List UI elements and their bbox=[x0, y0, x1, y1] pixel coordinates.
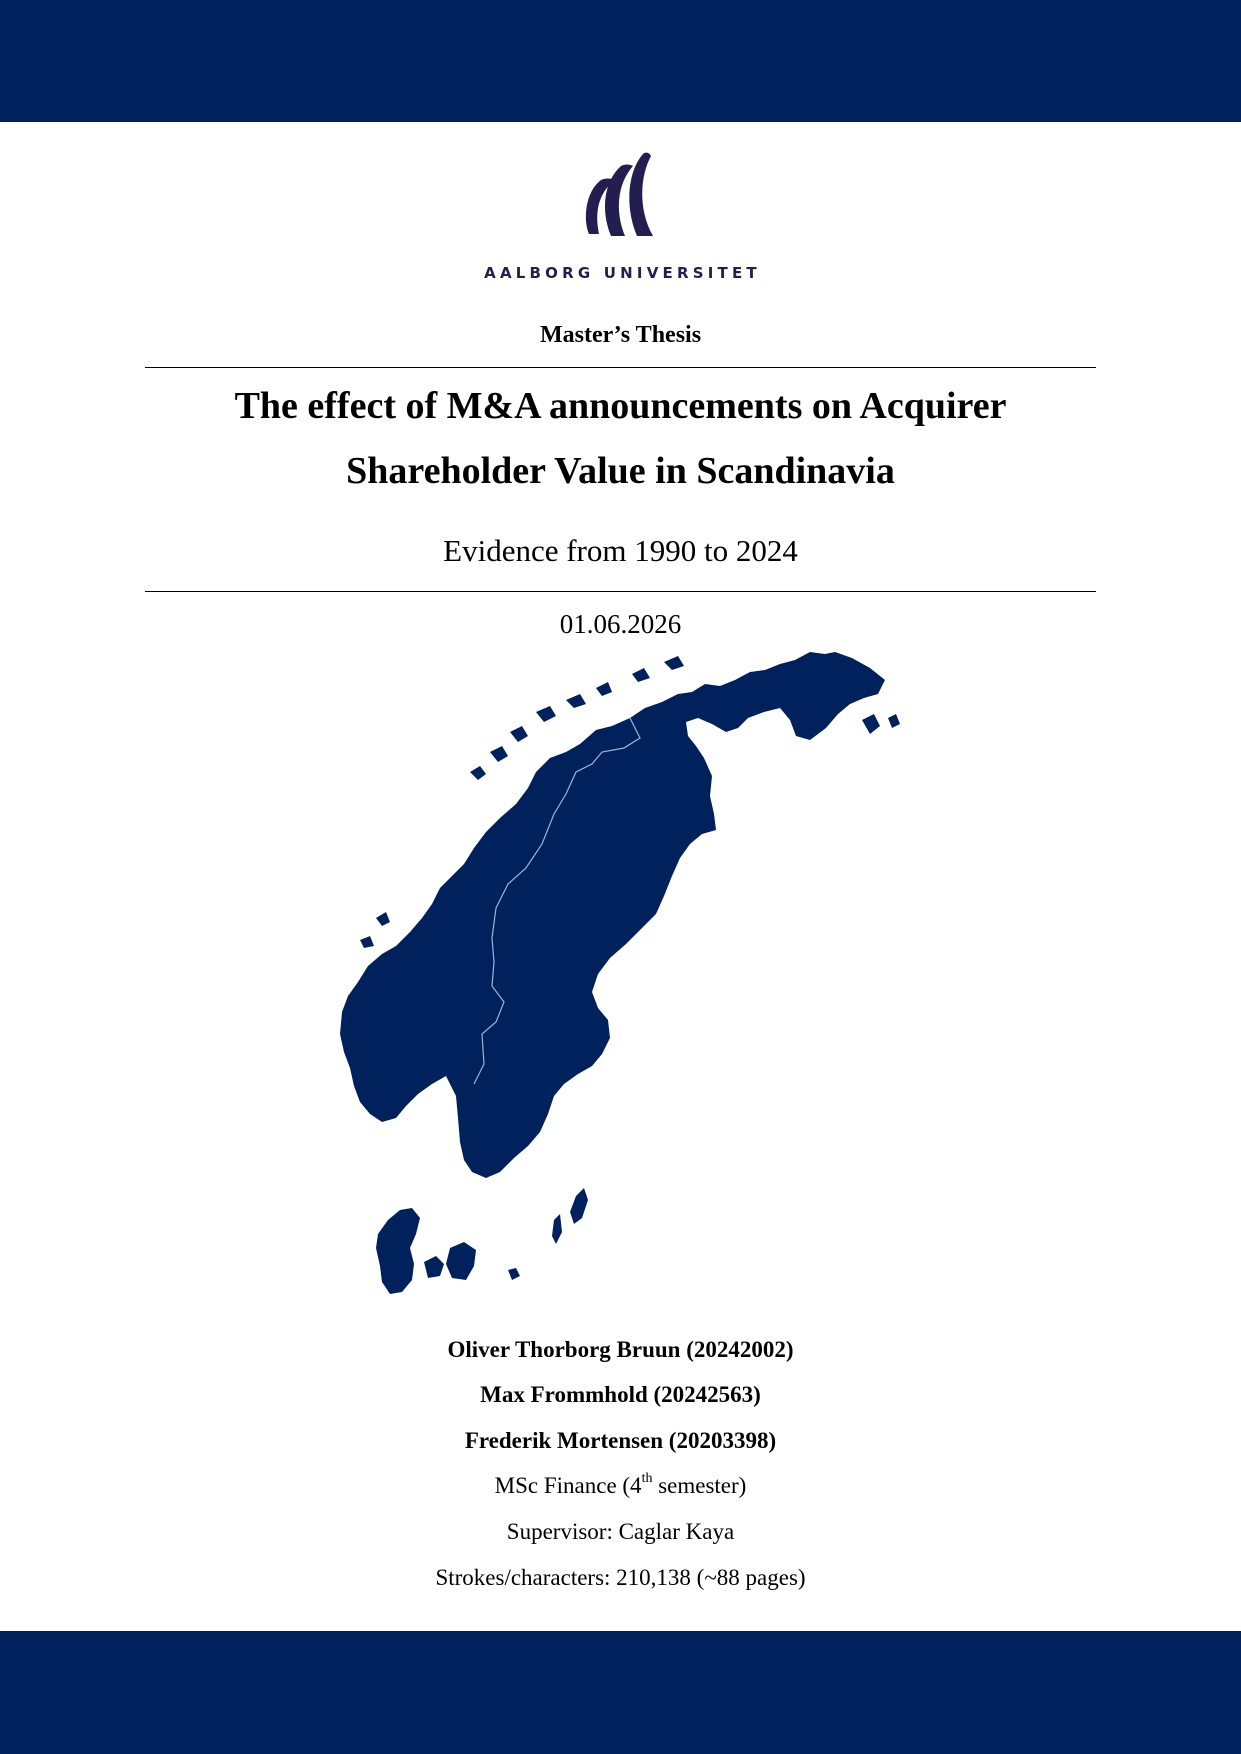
title-line-2: Shareholder Value in Scandinavia bbox=[346, 450, 895, 492]
subtitle: Evidence from 1990 to 2024 bbox=[443, 533, 798, 568]
author-2: Max Frommhold (20242563) bbox=[480, 1382, 761, 1407]
divider-bottom bbox=[145, 591, 1096, 592]
university-logo bbox=[0, 150, 1241, 282]
author-3: Frederik Mortensen (20203398) bbox=[464, 1428, 777, 1453]
program-suffix: semester) bbox=[652, 1473, 747, 1498]
program-prefix: MSc Finance (4 bbox=[494, 1473, 642, 1498]
program-superscript: th bbox=[641, 1471, 653, 1486]
author-1: Oliver Thorborg Bruun (20242002) bbox=[447, 1337, 794, 1362]
aalborg-waves-icon bbox=[581, 150, 661, 240]
supervisor: Supervisor: Caglar Kaya bbox=[506, 1519, 735, 1544]
divider-top bbox=[145, 367, 1096, 368]
strokes-count: Strokes/characters: 210,138 (~88 pages) bbox=[435, 1565, 806, 1590]
date: 01.06.2026 bbox=[559, 609, 682, 639]
document-type: Master’s Thesis bbox=[539, 322, 702, 348]
scandinavia-map-icon bbox=[340, 648, 900, 1298]
header-band bbox=[0, 0, 1241, 122]
program bbox=[145, 1473, 1096, 1499]
university-name: AALBORG UNIVERSITET bbox=[484, 264, 761, 282]
title-line-1: The effect of M&A announcements on Acquirer bbox=[234, 385, 1007, 427]
footer-band bbox=[0, 1631, 1241, 1754]
scandinavia-map bbox=[340, 648, 900, 1303]
